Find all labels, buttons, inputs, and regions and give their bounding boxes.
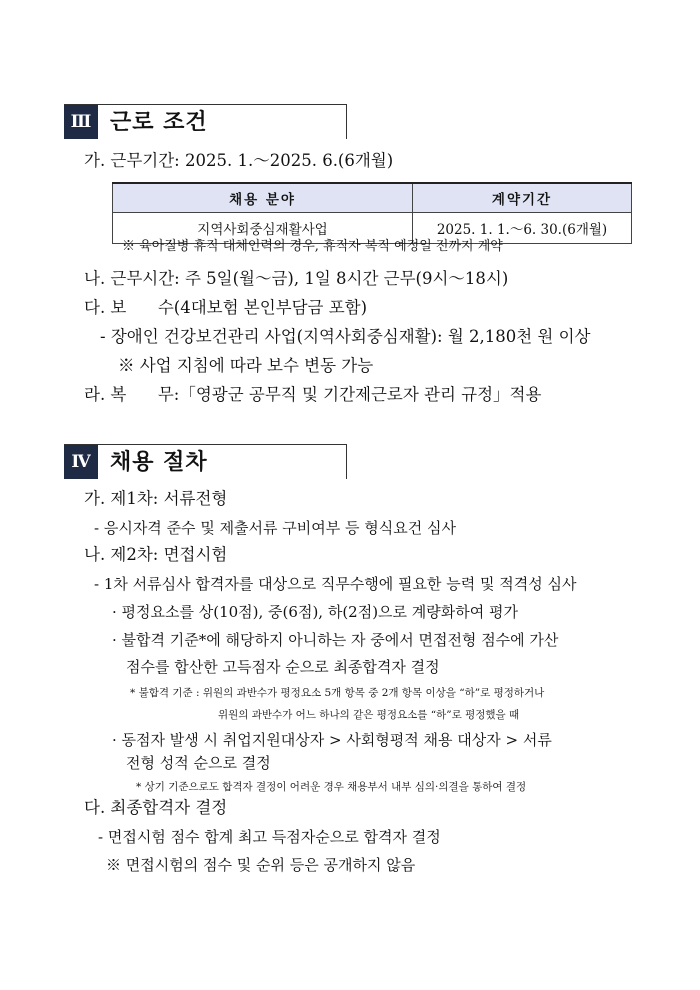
proc-step1: 가. 제1차: 서류전형 bbox=[84, 489, 228, 508]
proc-footnote-tie: * 상기 기준으로도 합격자 결정이 어려운 경우 채용부서 내부 심의·의결을 통하여 결정 bbox=[136, 781, 527, 793]
table-note: ※ 육아질병 휴직 대체인력의 경우, 휴직자 복직 예정일 전까지 계약 bbox=[122, 239, 503, 254]
proc-bullet-criteria-line2: 점수를 합산한 고득점자 순으로 최종합격자 결정 bbox=[126, 658, 440, 676]
proc-bullet-criteria-line1: · 불합격 기준*에 해당하지 아니하는 자 중에서 면접전형 점수에 가산 bbox=[112, 631, 559, 649]
proc-step3-detail: - 면접시험 점수 합계 최고 득점자순으로 합격자 결정 bbox=[98, 828, 441, 846]
work-pay: 다. 보 수(4대보험 본인부담금 포함) bbox=[84, 298, 368, 317]
work-hours: 나. 근무시간: 주 5일(월～금), 1일 8시간 근무(9시～18시) bbox=[84, 269, 509, 288]
proc-footnote-fail-line1: * 불합격 기준 : 위원의 과반수가 평정요소 5개 항목 중 2개 항목 이상을 “하”로 평정하거나 bbox=[130, 687, 545, 699]
section-title: 채용 절차 bbox=[110, 450, 208, 475]
proc-step3-note: ※ 면접시험의 점수 및 순위 등은 공개하지 않음 bbox=[106, 856, 416, 874]
proc-step2: 나. 제2차: 면접시험 bbox=[84, 545, 228, 564]
proc-step2-detail: - 1차 서류심사 합격자를 대상으로 직무수행에 필요한 능력 및 적격성 심사 bbox=[94, 575, 577, 593]
section-header-hiring-procedure bbox=[64, 444, 347, 479]
section-header-working-conditions bbox=[64, 104, 347, 139]
proc-step1-detail: - 응시자격 준수 및 제출서류 구비여부 등 형식요건 심사 bbox=[94, 519, 456, 537]
work-pay-note: ※ 사업 지침에 따라 보수 변동 가능 bbox=[118, 356, 374, 375]
proc-bullet-tie-line1: · 동점자 발생 시 취업지원대상자 > 사회형평적 채용 대상자 > 서류 bbox=[112, 731, 552, 749]
table-header-contract: 계약기간 bbox=[413, 183, 632, 213]
section-number: Ⅳ bbox=[64, 445, 98, 479]
table-header-field: 채용 분야 bbox=[113, 183, 413, 213]
section-number: Ⅲ bbox=[64, 105, 98, 139]
proc-step3: 다. 최종합격자 결정 bbox=[84, 798, 228, 817]
employment-table bbox=[112, 182, 632, 244]
table-cell-field: 지역사회중심재활사업 bbox=[113, 213, 413, 244]
work-pay-detail: - 장애인 건강보건관리 사업(지역사회중심재활): 월 2,180천 원 이상 bbox=[100, 327, 591, 346]
work-duty: 라. 복 무:「영광군 공무직 및 기간제근로자 관리 규정」적용 bbox=[84, 385, 542, 404]
work-period: 가. 근무기간: 2025. 1.～2025. 6.(6개월) bbox=[84, 151, 394, 170]
proc-bullet-tie-line2: 전형 성적 순으로 결정 bbox=[126, 754, 271, 772]
proc-bullet-scoring: · 평정요소를 상(10점), 중(6점), 하(2점)으로 계량화하여 평가 bbox=[112, 603, 519, 621]
proc-footnote-fail-line2: 위원의 과반수가 어느 하나의 같은 평정요소를 “하”로 평정했을 때 bbox=[218, 709, 520, 721]
table-cell-contract: 2025. 1. 1.～6. 30.(6개월) bbox=[413, 213, 632, 244]
section-title: 근로 조건 bbox=[110, 110, 208, 135]
